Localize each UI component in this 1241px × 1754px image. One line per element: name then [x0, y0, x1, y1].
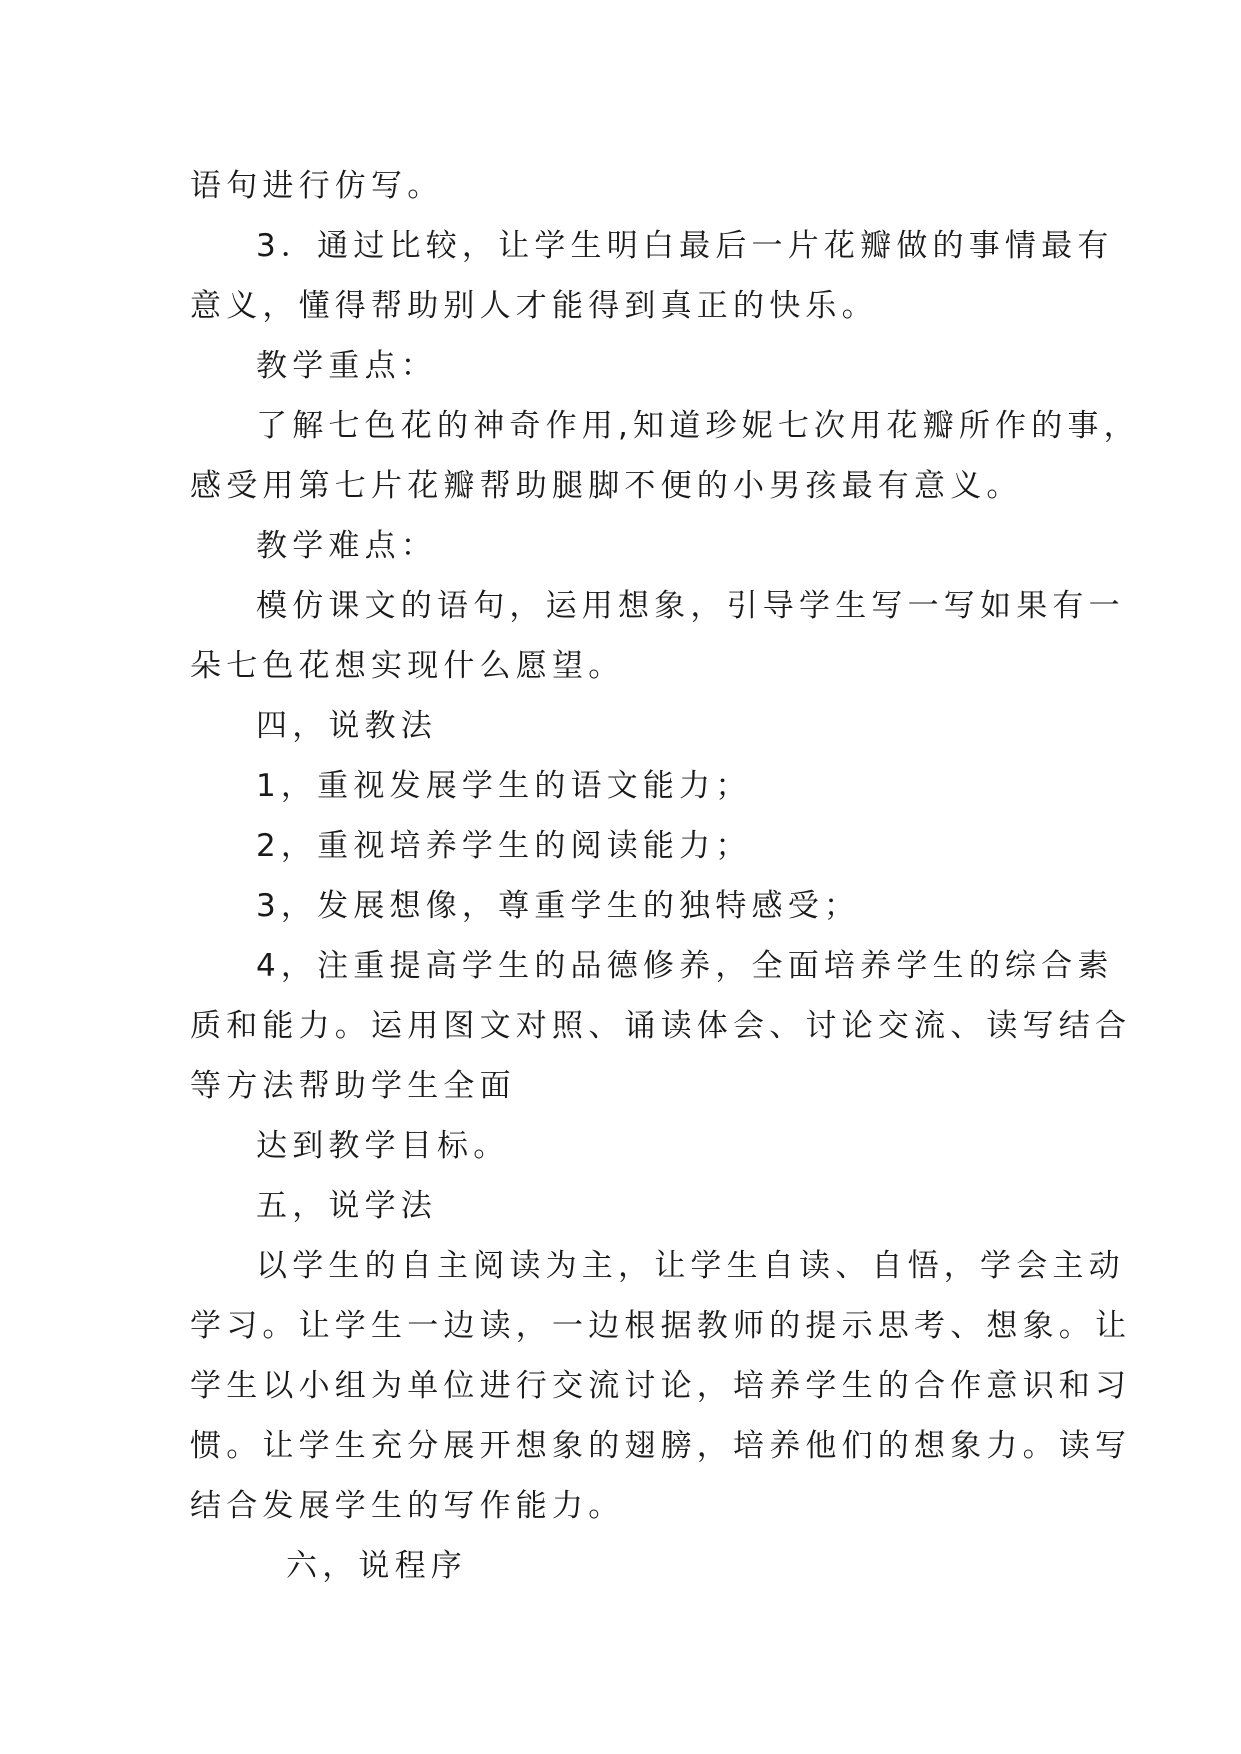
text-line: 3．通过比较，让学生明白最后一片花瓣做的事情最有	[256, 228, 1114, 264]
section-heading: 教学重点：	[256, 348, 437, 384]
text-line: 学生以小组为单位进行交流讨论，培养学生的合作意识和习	[190, 1368, 1132, 1404]
section-heading: 六，说程序	[286, 1548, 467, 1584]
text-line: 语句进行仿写。	[190, 168, 444, 204]
list-item: 2，重视培养学生的阅读能力；	[256, 828, 752, 864]
text-line: 了解七色花的神奇作用,知道珍妮七次用花瓣所作的事，	[256, 408, 1140, 444]
text-line: 感受用第七片花瓣帮助腿脚不便的小男孩最有意义。	[190, 468, 1023, 504]
text-line: 惯。让学生充分展开想象的翅膀，培养他们的想象力。读写	[190, 1428, 1132, 1464]
text-line: 学习。让学生一边读，一边根据教师的提示思考、想象。让	[190, 1308, 1132, 1344]
list-item: 1，重视发展学生的语文能力；	[256, 768, 752, 804]
text-line: 模仿课文的语句，运用想象，引导学生写一写如果有一	[256, 588, 1125, 624]
text-line: 结合发展学生的写作能力。	[190, 1488, 625, 1524]
text-line: 等方法帮助学生全面	[190, 1068, 516, 1104]
list-item: 4，注重提高学生的品德修养，全面培养学生的综合素	[256, 948, 1114, 984]
section-heading: 五，说学法	[256, 1188, 437, 1224]
text-line: 朵七色花想实现什么愿望。	[190, 648, 625, 684]
text-line: 意义，懂得帮助别人才能得到真正的快乐。	[190, 288, 878, 324]
section-heading: 四，说教法	[256, 708, 437, 744]
section-heading: 教学难点：	[256, 528, 437, 564]
text-line: 质和能力。运用图文对照、诵读体会、讨论交流、读写结合	[190, 1008, 1132, 1044]
text-line: 达到教学目标。	[256, 1128, 510, 1164]
list-item: 3，发展想像，尊重学生的独特感受；	[256, 888, 861, 924]
text-line: 以学生的自主阅读为主，让学生自读、自悟，学会主动	[256, 1248, 1125, 1284]
